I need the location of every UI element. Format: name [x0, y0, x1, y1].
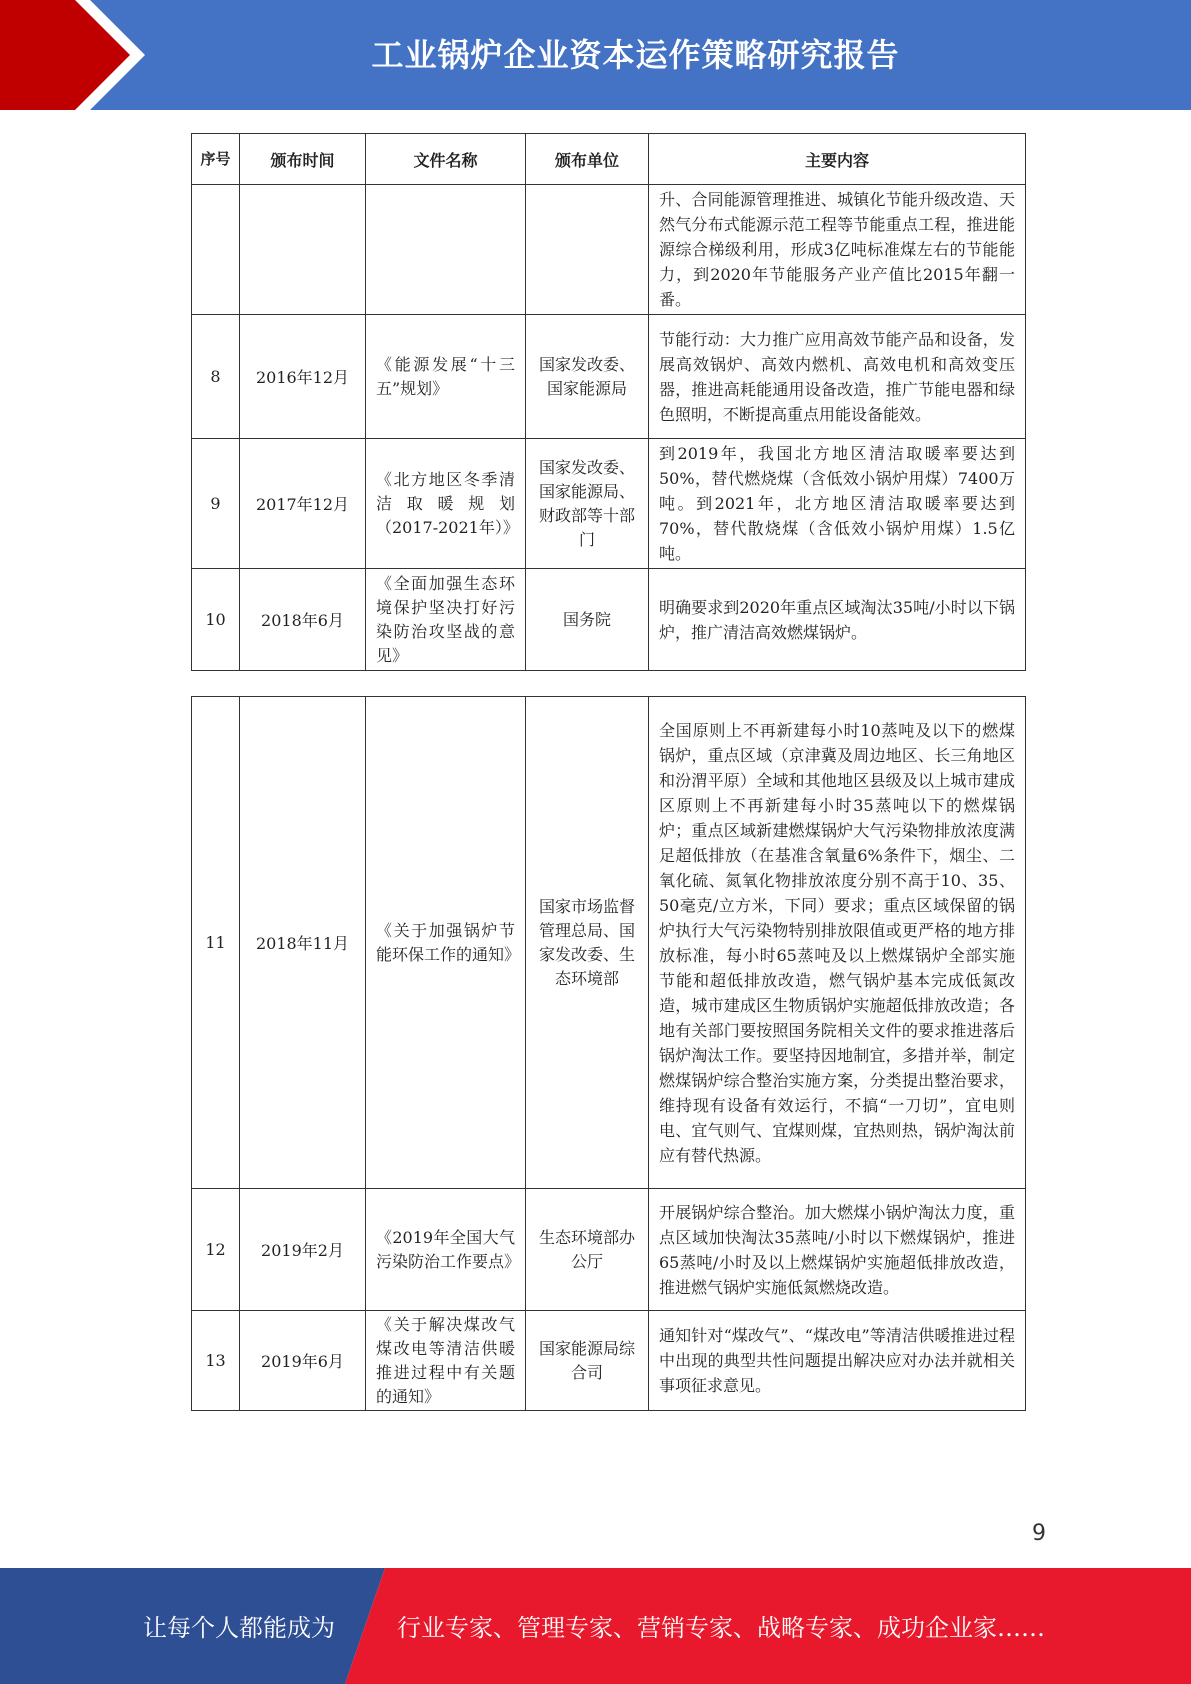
row-content: 通知针对“煤改气”、“煤改电”等清洁供暖推进过程中出现的典型共性问题提出解决应对办法并就相关事项征求意见。 [649, 1311, 1026, 1411]
header-org: 颁布单位 [526, 134, 649, 185]
row-content: 升、合同能源管理推进、城镇化节能升级改造、天然气分布式能源示范工程等节能重点工程，推进能源综合梯级利用，形成3亿吨标准煤左右的节能能力，到2020年节能服务产业产值比2015年翻一番。 [649, 185, 1026, 315]
page-header [0, 0, 1191, 110]
row-org: 国家能源局综合司 [526, 1311, 649, 1411]
table-header-row [192, 134, 1026, 185]
row-content: 全国原则上不再新建每小时10蒸吨及以下的燃煤锅炉，重点区域（京津冀及周边地区、长三角地区和汾渭平原）全域和其他地区县级及以上城市建成区原则上不再新建每小时35蒸吨以下的燃煤锅炉；重点区域新建燃煤锅炉大气污染物排放浓度满足超低排放（在基准含氧量6%条件下，烟尘、二氧化硫、氮氧化物排放浓度分别不高于10、35、50毫克/立方米，下同）要求；重点区域保留的锅炉执行大气污染物特别排放限值或更严格的地方排放标准，每小时65蒸吨及以上燃煤锅炉全部实施节能和超低排放改造，燃气锅炉基本完成低氮改造，城市建成区生物质锅炉实施超低排放改造；各地有关部门要按照国务院相关文件的要求推进落后锅炉淘汰工作。要坚持因地制宜，多措并举，制定燃煤锅炉综合整治实施方案，分类提出整治要求，维持现有设备有效运行，不搞“一刀切”，宜电则电、宜气则气、宜煤则煤，宜热则热，锅炉淘汰前应有替代热源。 [649, 697, 1026, 1189]
header-name: 文件名称 [366, 134, 526, 185]
row-seq: 12 [192, 1189, 240, 1311]
table-row [192, 1189, 1026, 1311]
row-name: 《关于加强锅炉节能环保工作的通知》 [366, 697, 526, 1189]
row-org: 国家发改委、国家能源局、财政部等十部门 [526, 439, 649, 569]
row-name: 《全面加强生态环境保护坚决打好污染防治攻坚战的意见》 [366, 569, 526, 671]
row-org: 生态环境部办公厅 [526, 1189, 649, 1311]
row-org: 国家发改委、国家能源局 [526, 315, 649, 439]
row-seq: 13 [192, 1311, 240, 1411]
header-date: 颁布时间 [240, 134, 366, 185]
table-row [192, 185, 1026, 315]
table-row [192, 697, 1026, 1189]
row-seq: 8 [192, 315, 240, 439]
row-content: 节能行动：大力推广应用高效节能产品和设备，发展高效锅炉、高效内燃机、高效电机和高效变压器，推进高耗能通用设备改造，推广节能电器和绿色照明，不断提高重点用能设备能效。 [649, 315, 1026, 439]
header-content: 主要内容 [649, 134, 1026, 185]
row-content: 开展锅炉综合整治。加大燃煤小锅炉淘汰力度，重点区域加快淘汰35蒸吨/小时以下燃煤锅炉，推进65蒸吨/小时及以上燃煤锅炉实施超低排放改造，推进燃气锅炉实施低氮燃烧改造。 [649, 1189, 1026, 1311]
policy-table [191, 133, 1026, 671]
page-footer [0, 1568, 1191, 1684]
row-seq: 10 [192, 569, 240, 671]
report-title: 工业锅炉企业资本运作策略研究报告 [371, 36, 900, 74]
row-date: 2017年12月 [240, 439, 366, 569]
row-org: 国务院 [526, 569, 649, 671]
footer-slogan-left: 让每个人都能成为 [143, 1614, 335, 1642]
row-name: 《北方地区冬季清洁取暖规划（2017-2021年）》 [366, 439, 526, 569]
row-name: 《能源发展“十三五”规划》 [366, 315, 526, 439]
row-date: 2019年6月 [240, 1311, 366, 1411]
row-date: 2018年11月 [240, 697, 366, 1189]
table-row [192, 439, 1026, 569]
footer-slogan-right: 行业专家、管理专家、营销专家、战略专家、成功企业家…… [397, 1614, 1045, 1642]
row-name: 《2019年全国大气污染防治工作要点》 [366, 1189, 526, 1311]
table-row [192, 1311, 1026, 1411]
table-row [192, 569, 1026, 671]
row-date: 2016年12月 [240, 315, 366, 439]
row-content: 明确要求到2020年重点区域淘汰35吨/小时以下锅炉，推广清洁高效燃煤锅炉。 [649, 569, 1026, 671]
row-org: 国家市场监督管理总局、国家发改委、生态环境部 [526, 697, 649, 1189]
header-seq: 序号 [192, 134, 240, 185]
table-row [192, 315, 1026, 439]
row-date: 2018年6月 [240, 569, 366, 671]
row-name: 《关于解决煤改气煤改电等清洁供暖推进过程中有关题的通知》 [366, 1311, 526, 1411]
row-date: 2019年2月 [240, 1189, 366, 1311]
policy-table-continued [191, 696, 1026, 1411]
row-seq: 9 [192, 439, 240, 569]
row-content: 到2019年，我国北方地区清洁取暖率要达到50%，替代燃烧煤（含低效小锅炉用煤）7400万吨。到2021年，北方地区清洁取暖率要达到70%，替代散烧煤（含低效小锅炉用煤）1.5亿吨。 [649, 439, 1026, 569]
page-number: 9 [1032, 1521, 1046, 1546]
row-seq: 11 [192, 697, 240, 1189]
